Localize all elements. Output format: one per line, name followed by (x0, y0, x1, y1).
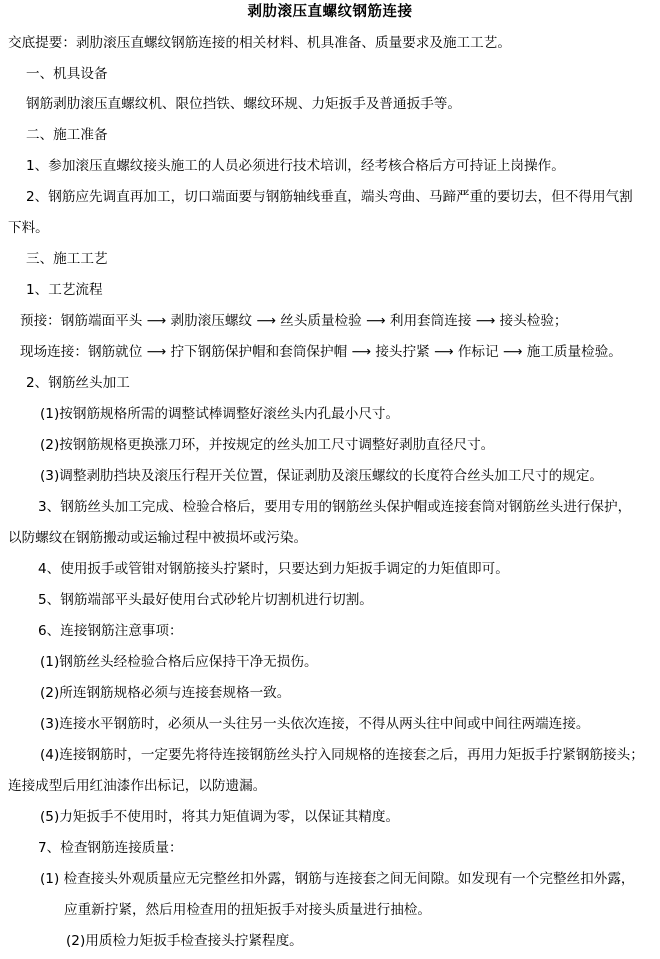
paragraph-line-continued: 下料。 (8, 220, 49, 236)
process-flow-site: 现场连接：钢筋就位 ⟶ 拧下钢筋保护帽和套筒保护帽 ⟶ 接头拧紧 ⟶ 作标记 ⟶ 施工质量检验。 (20, 344, 622, 360)
list-item-continued: 应重新拧紧，然后用检查用的扭矩扳手对接头质量进行抽检。 (64, 902, 432, 918)
paragraph-line: 5、钢筋端部平头最好使用台式砂轮片切割机进行切割。 (38, 592, 373, 608)
list-item-continued: 连接成型后用红油漆作出标记，以防遗漏。 (8, 778, 267, 794)
subheading-line: 7、检查钢筋连接质量： (38, 840, 183, 856)
list-item: (2)用质检力矩扳手检查接头拧紧程度。 (66, 933, 303, 949)
subheading-line: 2、钢筋丝头加工 (26, 375, 130, 391)
paragraph-line: 2、钢筋应先调直再加工，切口端面要与钢筋轴线垂直，端头弯曲、马蹄严重的要切去，但不得用气割 (26, 189, 633, 205)
subheading-line: 6、连接钢筋注意事项： (38, 623, 183, 639)
list-item: (2)按钢筋规格更换涨刀环，并按规定的丝头加工尺寸调整好剥肋直径尺寸。 (40, 437, 495, 453)
paragraph-line: 4、使用扳手或管钳对钢筋接头拧紧时，只要达到力矩扳手调定的力矩值即可。 (38, 561, 509, 577)
list-item: (3)调整剥肋挡块及滚压行程开关位置，保证剥肋及滚压螺纹的长度符合丝头加工尺寸的规定。 (40, 468, 604, 484)
summary-line: 交底提要：剥肋滚压直螺纹钢筋连接的相关材料、机具准备、质量要求及施工工艺。 (8, 35, 511, 51)
list-item: (5)力矩扳手不使用时，将其力矩值调为零，以保证其精度。 (40, 809, 400, 825)
section-heading-equipment: 一、机具设备 (26, 66, 108, 82)
list-item: (2)所连钢筋规格必须与连接套规格一致。 (40, 685, 291, 701)
paragraph-line: 3、钢筋丝头加工完成、检验合格后，要用专用的钢筋丝头保护帽或连接套筒对钢筋丝头进行保护， (38, 499, 632, 515)
paragraph-line: 1、参加滚压直螺纹接头施工的人员必须进行技术培训，经考核合格后方可持证上岗操作。 (26, 158, 565, 174)
document-title: 剥肋滚压直螺纹钢筋连接 (247, 4, 413, 20)
section-heading-preparation: 二、施工准备 (26, 127, 108, 143)
list-item: (3)连接水平钢筋时，必须从一头往另一头依次连接，不得从两头往中间或中间往两端连接。 (40, 716, 590, 732)
list-item: (1)钢筋丝头经检验合格后应保持干净无损伤。 (40, 654, 318, 670)
process-flow-pre: 预接：钢筋端面平头 ⟶ 剥肋滚压螺纹 ⟶ 丝头质量检验 ⟶ 利用套筒连接 ⟶ 接头检验； (20, 313, 568, 329)
subheading-line: 1、工艺流程 (26, 282, 103, 298)
list-item: (4)连接钢筋时，一定要先将待连接钢筋丝头拧入同规格的连接套之后，再用力矩扳手拧紧钢筋接头； (40, 747, 644, 763)
list-item: (1)按钢筋规格所需的调整试棒调整好滚丝头内孔最小尺寸。 (40, 406, 400, 422)
paragraph-line: 钢筋剥肋滚压直螺纹机、限位挡铁、螺纹环规、力矩扳手及普通扳手等。 (26, 96, 461, 112)
paragraph-line-continued: 以防螺纹在钢筋搬动或运输过程中被损坏或污染。 (8, 530, 308, 546)
list-item: (1) 检查接头外观质量应无完整丝扣外露，钢筋与连接套之间无间隙。如发现有一个完整丝扣外露， (40, 871, 635, 887)
section-heading-process: 三、施工工艺 (26, 251, 108, 267)
